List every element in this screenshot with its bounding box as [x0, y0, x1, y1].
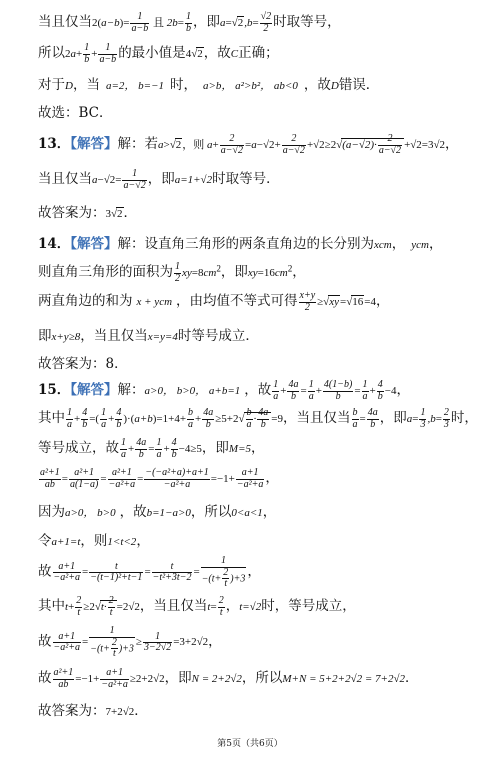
- p15-line-3: [38, 436, 265, 460]
- text: ，: [247, 563, 261, 580]
- answer-value: 3√2: [105, 208, 123, 220]
- formula-m-value: M=5: [228, 443, 251, 455]
- text: ，故: [303, 77, 331, 93]
- problem-number: 13．: [38, 136, 71, 152]
- p13-answer: [38, 201, 137, 221]
- text: 等号成立，故: [38, 440, 119, 456]
- formula-rewrite: $\frac{1}{a}$ + $\frac{4a}{b}$ = $\frac{1}{a}$ + $\frac{4(1-b)}{b}$ = $\frac{1}{a}$ + $\frac{4}{b}$ −4: [273, 379, 397, 402]
- text: ，所以: [241, 670, 283, 686]
- text: ，: [292, 264, 306, 280]
- p14-line-1: [38, 232, 442, 252]
- text: ，: [136, 533, 150, 549]
- text: ，: [391, 236, 406, 252]
- text: 解：若: [117, 136, 159, 152]
- formula-min: 4√2: [185, 48, 203, 60]
- text: ，: [396, 382, 410, 398]
- p15-line-6: [38, 529, 150, 549]
- text: ，即: [201, 440, 229, 456]
- p15-answer: [38, 699, 148, 719]
- formula-equality-condition: t= $\frac{2}{t}$: [207, 595, 224, 618]
- answer-tag: 【解答】: [70, 136, 118, 152]
- formula-m-plus-n: M+N = 5+2+2√2 = 7+2√2: [282, 673, 406, 685]
- formula-range: 1<t<2: [107, 536, 137, 548]
- p15-line-1: [38, 378, 410, 402]
- text: 当且仅当: [38, 14, 92, 30]
- text: 解：: [117, 382, 145, 398]
- formula-product: $xy=16cm^2$: [247, 263, 293, 279]
- p15-line-7: [38, 556, 261, 590]
- formula-substitution: a+1=t: [51, 536, 81, 548]
- p15-line-4: [38, 466, 279, 490]
- text: ，即: [192, 14, 220, 30]
- text: 故答案为：: [38, 703, 106, 719]
- text: 两直角边的和为: [38, 293, 133, 309]
- text: ，: [375, 293, 390, 309]
- formula-bound: $\frac{\text{a²+1}}{ab}$ =−1+ $\frac{a+1}{\text{−a²+a}}$ ≥2+2√2: [53, 667, 165, 690]
- p12-line-3: [38, 73, 379, 93]
- formula-condition: x=y=4: [147, 331, 178, 343]
- text: 故: [38, 563, 52, 580]
- text: ，: [251, 440, 265, 456]
- text: ，故: [119, 504, 147, 520]
- text: ，即: [379, 410, 407, 426]
- formula-b: b=1−a>0: [146, 507, 191, 519]
- text: 故: [38, 633, 52, 650]
- text: 时，: [169, 77, 197, 93]
- formula-conditions: a>0， b>0， a+b=1: [144, 385, 241, 397]
- text: ，当且仅当: [139, 598, 208, 614]
- text: 因为: [38, 504, 65, 520]
- text: ．: [134, 703, 148, 719]
- p14-line-4: [38, 324, 259, 344]
- text: ，当且仅当: [80, 328, 148, 344]
- text: 故: [38, 670, 52, 686]
- formula-am-gm: $\frac{x+y}{2}$ ≥√xy=√16=4: [299, 290, 376, 313]
- problem-number: 14．: [38, 236, 71, 252]
- formula-am-gm: $\frac{1}{a}$ + $\frac{4}{b}$ =( $\frac{1}{a}$ + $\frac{4}{b}$ )·(a+b)=1+4+ $\frac{b}{a}$ + $\frac{4a}{b}$ ≥5+2√ $\frac{b}{a}$ · $\frac{4a}{b}$ =9: [67, 407, 283, 430]
- text: ，当: [72, 77, 100, 93]
- p14-answer: 故答案为：8．: [38, 356, 128, 372]
- p15-line-10: [38, 666, 419, 690]
- formula-sum: x + ycm: [136, 296, 173, 308]
- text: ，: [445, 136, 459, 152]
- text: ，故: [203, 45, 231, 61]
- p15-line-5: [38, 500, 276, 520]
- formula-conditions: a>b， a²>b²， ab<0: [202, 80, 298, 92]
- text: ，故: [244, 382, 272, 398]
- text: ，: [225, 598, 240, 614]
- formula-conditions: a>0， b>0: [65, 507, 116, 519]
- p13-line-2: [38, 167, 280, 191]
- text: ，: [262, 504, 277, 520]
- text: ．: [123, 205, 138, 221]
- text: 的最小值是: [118, 45, 186, 61]
- problem-number: 15．: [38, 382, 71, 398]
- text: ，: [265, 470, 279, 486]
- p15-line-9: [38, 626, 222, 660]
- text: 正确；: [238, 45, 279, 61]
- text: ，即: [147, 171, 175, 187]
- text: ，当且仅当: [283, 410, 351, 426]
- formula-transform: $\frac{\text{a²+1}}{ab}$ = $\frac{\text{a²+1}}{a(1-a)}$ = $\frac{\text{a²+1}}{\text{−a²+a}}$ = $\frac{\text{−(−a²+a)+a+1}}{\text{−a²+a}}$ =−1+ $\frac{a+1}{\text{−a²+a}}$: [40, 467, 264, 490]
- text: 所以: [38, 45, 65, 61]
- p14-line-3: [38, 289, 389, 313]
- p13-line-1: [38, 132, 459, 156]
- p12-line-2: [38, 41, 279, 65]
- formula-inequality: a>√2，则 a+ $\frac{2}{a-√2}$ =a−√2+ $\frac{2}{a-√2}$ +√2≥2√(a−√2)· $\frac{2}{a-√2}$ +√2=3√2: [158, 133, 446, 156]
- formula-am-gm: t+ $\frac{2}{t}$ ≥2√t· $\frac{2}{t}$ =2√2: [65, 595, 140, 618]
- text: 其中: [38, 598, 65, 614]
- text: 时等号成立．: [177, 328, 259, 344]
- text: 令: [38, 533, 52, 549]
- formula-equality-condition: $\frac{b}{a}$ = $\frac{4a}{b}$: [352, 407, 378, 430]
- text: 则直角三角形的面积为: [38, 264, 173, 280]
- p12-answer: 故选：BC．: [38, 105, 113, 121]
- formula-equality-condition: 2(a−b)= $\frac{1}{a-b}$ 且 2b= $\frac{1}{b}$: [92, 11, 191, 34]
- page-footer: 第5页（共6页）: [217, 739, 283, 749]
- formula-value: a=1+√2: [174, 174, 213, 186]
- text: 当且仅当: [38, 171, 92, 187]
- answer-tag: 【解答】: [70, 382, 118, 398]
- text: ，则: [80, 533, 108, 549]
- text: ，所以: [190, 504, 232, 520]
- text: 时，等号成立，: [261, 598, 356, 614]
- text: ，即: [220, 264, 248, 280]
- text: 故答案为：: [38, 205, 106, 221]
- text: 时取等号，: [273, 14, 341, 30]
- text: ，即: [164, 670, 192, 686]
- formula-values: a=√2,b= $\frac{√2}{2}$: [219, 11, 272, 34]
- formula-values: a=2， b=−1: [105, 80, 164, 92]
- text: 解：设直角三角形的两条直角边的长分别为: [117, 236, 375, 252]
- p12-line-1: [38, 10, 341, 34]
- p15-line-8: [38, 594, 356, 618]
- formula-result: x+y≥8: [51, 331, 81, 343]
- text: ，: [428, 236, 443, 252]
- option-d: D: [65, 80, 73, 92]
- formula-n-value: N = 2+2√2: [191, 673, 242, 685]
- p15-line-2: [38, 406, 478, 430]
- text: ，由均值不等式可得: [176, 293, 298, 309]
- p14-line-2: [38, 260, 306, 284]
- answer-value: 7+2√2: [105, 706, 135, 718]
- formula-area: $\frac{1}{2}$ $xy=8cm^2$: [175, 261, 221, 284]
- formula-t-form: $\frac{a+1}{\text{−a²+a}}$ = $\frac{t}{\text{−(t−1)²+t−1}}$ = $\frac{t}{\text{−t²+3t−2}}$ = 1 −(t+ $\frac{2}{t}$ )+3: [53, 555, 246, 589]
- var-x: xcm: [374, 239, 392, 251]
- answer-tag: 【解答】: [70, 236, 118, 252]
- formula-equality-condition: a−√2= $\frac{1}{a-√2}$: [92, 168, 146, 191]
- text: ．: [405, 670, 419, 686]
- formula-bound: $\frac{1}{a}$ + $\frac{4a}{b}$ = $\frac{1}{a}$ + $\frac{4}{b}$ −4≥5: [121, 437, 202, 460]
- text: 错误．: [338, 77, 380, 93]
- option-d: D: [330, 80, 339, 92]
- formula-t-value: t=√2: [239, 601, 262, 613]
- text: 其中: [38, 410, 65, 426]
- formula-expression: 2a+ $\frac{1}{b}$ + $\frac{1}{a-b}$: [65, 42, 117, 65]
- text: 即: [38, 328, 52, 344]
- formula-range: 0<a<1: [231, 507, 263, 519]
- formula-values: a= $\frac{1}{3}$ ,b= $\frac{2}{3}$: [406, 407, 449, 430]
- formula-bound: $\frac{a+1}{\text{−a²+a}}$ = 1 −(t+ $\frac{2}{t}$ )+3 ≥ $\frac{1}{3-2√2}$ =3+2√2: [53, 625, 209, 659]
- option-c: C: [230, 48, 239, 60]
- text: 时，: [450, 410, 478, 426]
- text: 时取等号．: [212, 171, 280, 187]
- text: ，: [208, 633, 222, 650]
- text: 对于: [38, 77, 65, 93]
- var-y: ycm: [411, 239, 429, 251]
